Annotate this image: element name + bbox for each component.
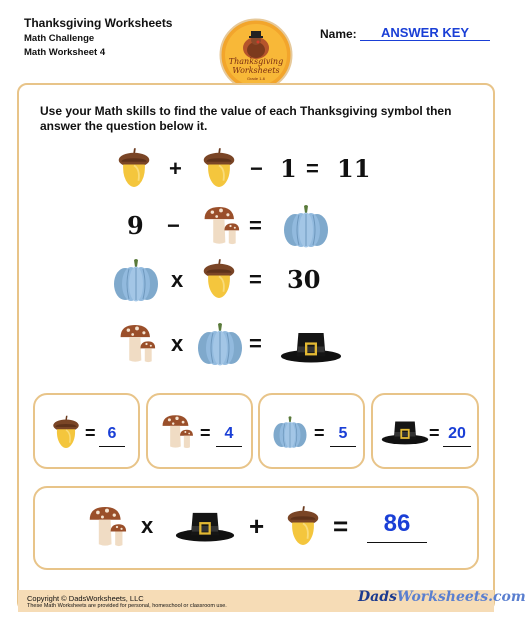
equals-sign: = bbox=[249, 267, 262, 292]
worksheet-subtitle: Math Challenge bbox=[24, 33, 95, 44]
answer-value: 6 bbox=[107, 425, 117, 442]
mushroom-icon bbox=[160, 413, 194, 451]
operator: + bbox=[249, 511, 265, 541]
answer-card-mushroom bbox=[146, 393, 253, 469]
operator: x bbox=[171, 267, 184, 292]
final-answer-line bbox=[367, 542, 427, 543]
answer-value: 5 bbox=[338, 425, 348, 442]
equation-3 bbox=[110, 256, 340, 304]
answer-line bbox=[216, 446, 242, 447]
usage-notice: These Math Worksheets are provided for personal, homeschool or classroom use. bbox=[27, 603, 227, 609]
brand-part-1: Dads bbox=[358, 589, 397, 605]
operator: − bbox=[167, 213, 180, 238]
pumpkin-icon bbox=[112, 258, 160, 302]
header-block bbox=[24, 16, 172, 58]
operator: x bbox=[171, 331, 184, 356]
answer-line bbox=[330, 446, 356, 447]
number: 9 bbox=[127, 211, 144, 240]
equals-sign: = bbox=[333, 511, 349, 541]
brand-logo bbox=[358, 589, 526, 605]
copyright: Copyright © DadsWorksheets, LLC bbox=[27, 594, 144, 603]
instructions: Use your Math skills to find the value of each Thanksgiving symbol then answer the question below it. bbox=[40, 104, 452, 133]
answer-value: 4 bbox=[224, 425, 234, 442]
result: 30 bbox=[287, 265, 321, 294]
equals-sign: = bbox=[429, 423, 440, 443]
final-answer-value: 86 bbox=[383, 510, 411, 537]
mushroom-icon bbox=[87, 504, 127, 550]
mushroom-icon bbox=[202, 204, 240, 248]
brand-part-2: Worksheets.com bbox=[396, 589, 526, 605]
name-field bbox=[320, 24, 490, 44]
logo-line1: Thanksgiving bbox=[228, 57, 284, 66]
pumpkin-icon bbox=[272, 415, 308, 449]
equals-sign: = bbox=[306, 156, 319, 181]
result: 11 bbox=[337, 154, 371, 183]
answer-card-hat bbox=[371, 393, 479, 469]
name-label: Name: bbox=[320, 27, 357, 41]
equals-sign: = bbox=[314, 423, 325, 443]
number: 1 bbox=[280, 154, 297, 183]
equals-sign: = bbox=[85, 423, 96, 443]
answer-card-pumpkin bbox=[258, 393, 365, 469]
equation-4 bbox=[110, 320, 350, 368]
answer-line bbox=[99, 446, 125, 447]
operator: x bbox=[141, 513, 154, 538]
name-underline bbox=[360, 40, 490, 41]
pilgrim-hat-icon bbox=[175, 510, 235, 542]
pilgrim-hat-icon bbox=[280, 330, 342, 363]
logo-line2: Worksheets bbox=[232, 66, 280, 75]
operator: + bbox=[169, 156, 182, 181]
answer-value: 20 bbox=[448, 425, 466, 442]
operator: − bbox=[250, 156, 263, 181]
acorn-icon bbox=[116, 147, 152, 191]
pumpkin-icon bbox=[282, 204, 330, 248]
name-value: ANSWER KEY bbox=[380, 25, 470, 40]
equals-sign: = bbox=[249, 331, 262, 356]
acorn-icon bbox=[51, 415, 81, 451]
mushroom-icon bbox=[118, 322, 156, 366]
answer-line bbox=[443, 446, 471, 447]
acorn-icon bbox=[201, 147, 237, 191]
answer-card-acorn bbox=[33, 393, 140, 469]
acorn-icon bbox=[201, 258, 237, 302]
equals-sign: = bbox=[200, 423, 211, 443]
final-question-box bbox=[33, 486, 479, 570]
logo-line3: Grade 1-6 bbox=[246, 76, 266, 81]
worksheet-number: Math Worksheet 4 bbox=[24, 47, 106, 58]
equation-1 bbox=[110, 145, 380, 193]
equals-sign: = bbox=[249, 213, 262, 238]
pilgrim-hat-icon bbox=[381, 419, 429, 445]
acorn-icon bbox=[285, 504, 321, 550]
thanksgiving-logo bbox=[219, 18, 293, 92]
equation-2 bbox=[110, 202, 340, 250]
pumpkin-icon bbox=[196, 322, 244, 366]
worksheet-title: Thanksgiving Worksheets bbox=[24, 16, 173, 30]
